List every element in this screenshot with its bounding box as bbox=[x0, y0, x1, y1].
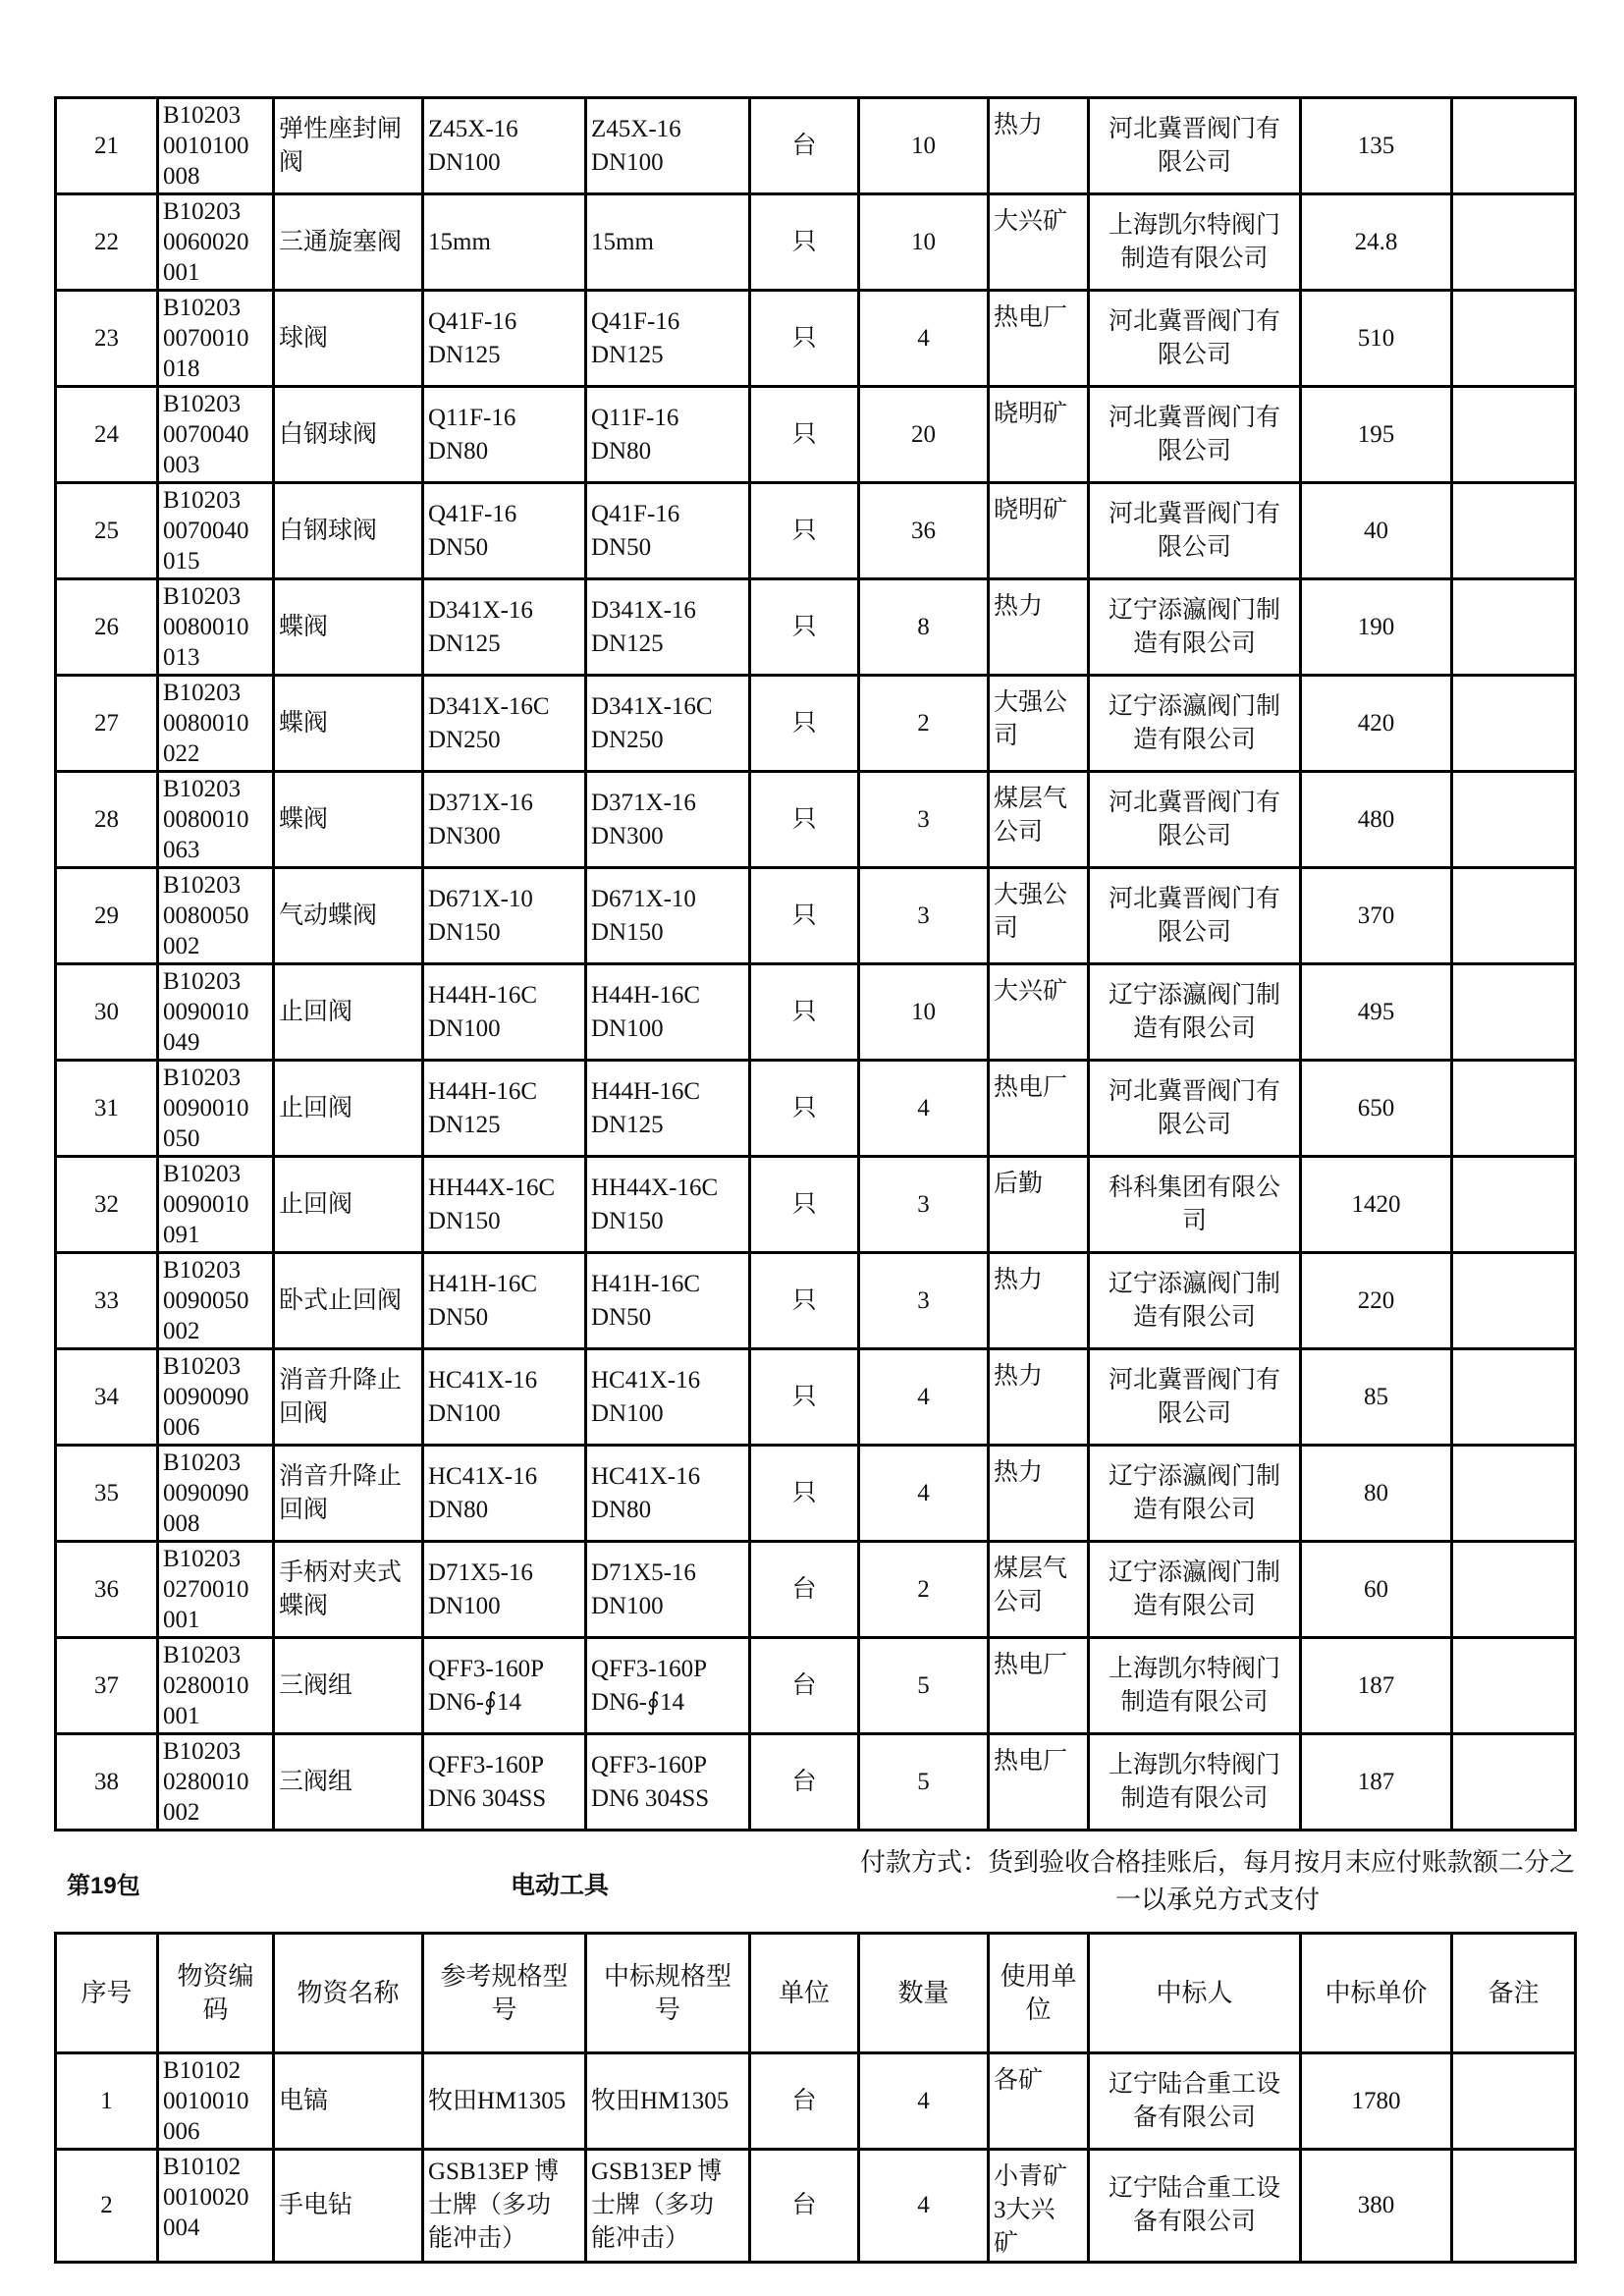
table-row bbox=[56, 2053, 1576, 2150]
code-cell bbox=[158, 772, 274, 868]
name-cell: 气动蝶阀 bbox=[274, 868, 423, 964]
code-cell bbox=[158, 1638, 274, 1734]
ref-spec-cell: Z45X-16 DN100 bbox=[423, 98, 586, 194]
valve-bid-table bbox=[54, 96, 1577, 1831]
table-row bbox=[56, 1349, 1576, 1446]
unit-cell: 只 bbox=[750, 1446, 859, 1542]
user-unit-cell: 晓明矿 bbox=[989, 483, 1089, 579]
ref-spec-cell: H44H-16C DN125 bbox=[423, 1061, 586, 1157]
code-text: B102030070040003 bbox=[163, 391, 249, 478]
ref-spec-cell: 牧田HM1305 bbox=[423, 2053, 586, 2150]
qty-cell: 4 bbox=[859, 1349, 989, 1446]
unit-cell: 台 bbox=[750, 1542, 859, 1638]
remark-cell bbox=[1452, 483, 1576, 579]
name-cell: 手电钻 bbox=[274, 2150, 423, 2263]
qty-cell: 10 bbox=[859, 98, 989, 194]
winner-cell: 辽宁陆合重工设 备有限公司 bbox=[1089, 2150, 1301, 2263]
unit-cell: 只 bbox=[750, 676, 859, 772]
bid-spec-cell: GSB13EP 博 士牌（多功 能冲击） bbox=[586, 2150, 750, 2263]
bid-spec-cell: Q11F-16 DN80 bbox=[586, 387, 750, 483]
table-row bbox=[56, 194, 1576, 291]
unit-cell: 只 bbox=[750, 868, 859, 964]
column-header: 序号 bbox=[56, 1934, 158, 2053]
winner-cell: 辽宁添瀛阀门制 造有限公司 bbox=[1089, 1253, 1301, 1349]
name-cell: 三阀组 bbox=[274, 1638, 423, 1734]
column-header: 中标人 bbox=[1089, 1934, 1301, 2053]
code-cell bbox=[158, 1542, 274, 1638]
remark-cell bbox=[1452, 676, 1576, 772]
name-cell: 电镐 bbox=[274, 2053, 423, 2150]
winner-cell: 河北冀晋阀门有 限公司 bbox=[1089, 1061, 1301, 1157]
user-unit-cell: 后勤 bbox=[989, 1157, 1089, 1253]
table-row bbox=[56, 483, 1576, 579]
bid-spec-cell: QFF3-160P DN6-∮14 bbox=[586, 1638, 750, 1734]
remark-cell bbox=[1452, 579, 1576, 676]
unit-cell: 只 bbox=[750, 579, 859, 676]
seq-cell: 36 bbox=[56, 1542, 158, 1638]
ref-spec-cell: QFF3-160P DN6-∮14 bbox=[423, 1638, 586, 1734]
price-cell: 187 bbox=[1301, 1734, 1452, 1831]
name-cell: 白钢球阀 bbox=[274, 483, 423, 579]
name-cell: 三阀组 bbox=[274, 1734, 423, 1831]
seq-cell: 25 bbox=[56, 483, 158, 579]
remark-cell bbox=[1452, 868, 1576, 964]
user-unit-cell: 热力 bbox=[989, 1253, 1089, 1349]
winner-cell: 辽宁添瀛阀门制 造有限公司 bbox=[1089, 1542, 1301, 1638]
code-text: B102030080010022 bbox=[163, 680, 249, 767]
winner-cell: 河北冀晋阀门有 限公司 bbox=[1089, 483, 1301, 579]
seq-cell: 31 bbox=[56, 1061, 158, 1157]
qty-cell: 4 bbox=[859, 2053, 989, 2150]
price-cell: 85 bbox=[1301, 1349, 1452, 1446]
column-header: 参考规格型 号 bbox=[423, 1934, 586, 2053]
ref-spec-cell: H41H-16C DN50 bbox=[423, 1253, 586, 1349]
price-cell: 60 bbox=[1301, 1542, 1452, 1638]
code-cell bbox=[158, 2150, 274, 2263]
ref-spec-cell: D341X-16 DN125 bbox=[423, 579, 586, 676]
package-number: 第19包 bbox=[67, 1873, 140, 1899]
unit-cell: 只 bbox=[750, 964, 859, 1061]
seq-cell: 30 bbox=[56, 964, 158, 1061]
seq-cell: 22 bbox=[56, 194, 158, 291]
seq-cell: 33 bbox=[56, 1253, 158, 1349]
table-row bbox=[56, 2150, 1576, 2263]
remark-cell bbox=[1452, 1446, 1576, 1542]
bid-spec-cell: D341X-16 DN125 bbox=[586, 579, 750, 676]
qty-cell: 20 bbox=[859, 387, 989, 483]
remark-cell bbox=[1452, 291, 1576, 387]
winner-cell: 河北冀晋阀门有 限公司 bbox=[1089, 387, 1301, 483]
remark-cell bbox=[1452, 1638, 1576, 1734]
ref-spec-cell: GSB13EP 博 士牌（多功 能冲击） bbox=[423, 2150, 586, 2263]
remark-cell bbox=[1452, 194, 1576, 291]
seq-cell: 28 bbox=[56, 772, 158, 868]
column-header: 数量 bbox=[859, 1934, 989, 2053]
name-cell: 消音升降止 回阀 bbox=[274, 1349, 423, 1446]
code-text: B102030080050002 bbox=[163, 872, 249, 959]
ref-spec-cell: D671X-10 DN150 bbox=[423, 868, 586, 964]
code-cell bbox=[158, 1446, 274, 1542]
user-unit-cell: 热电厂 bbox=[989, 1061, 1089, 1157]
winner-cell: 河北冀晋阀门有 限公司 bbox=[1089, 98, 1301, 194]
user-unit-cell: 热电厂 bbox=[989, 1734, 1089, 1831]
unit-cell: 只 bbox=[750, 1061, 859, 1157]
code-cell bbox=[158, 579, 274, 676]
remark-cell bbox=[1452, 1061, 1576, 1157]
qty-cell: 3 bbox=[859, 868, 989, 964]
name-cell: 球阀 bbox=[274, 291, 423, 387]
price-cell: 510 bbox=[1301, 291, 1452, 387]
bid-spec-cell: 15mm bbox=[586, 194, 750, 291]
price-cell: 480 bbox=[1301, 772, 1452, 868]
qty-cell: 3 bbox=[859, 1253, 989, 1349]
code-text: B102030280010001 bbox=[163, 1642, 249, 1729]
ref-spec-cell: HC41X-16 DN100 bbox=[423, 1349, 586, 1446]
bid-spec-cell: H44H-16C DN125 bbox=[586, 1061, 750, 1157]
code-cell bbox=[158, 1157, 274, 1253]
seq-cell: 34 bbox=[56, 1349, 158, 1446]
column-header: 使用单 位 bbox=[989, 1934, 1089, 2053]
table-row bbox=[56, 579, 1576, 676]
code-text: B102030070040015 bbox=[163, 487, 249, 574]
column-header: 中标单价 bbox=[1301, 1934, 1452, 2053]
code-text: B102030090010049 bbox=[163, 968, 249, 1056]
winner-cell: 河北冀晋阀门有 限公司 bbox=[1089, 868, 1301, 964]
remark-cell bbox=[1452, 772, 1576, 868]
winner-cell: 河北冀晋阀门有 限公司 bbox=[1089, 1349, 1301, 1446]
ref-spec-cell: Q41F-16 DN50 bbox=[423, 483, 586, 579]
user-unit-cell: 煤层气 公司 bbox=[989, 1542, 1089, 1638]
price-cell: 24.8 bbox=[1301, 194, 1452, 291]
qty-cell: 4 bbox=[859, 2150, 989, 2263]
name-cell: 蝶阀 bbox=[274, 579, 423, 676]
payment-terms: 付款方式：货到验收合格挂账后，每月按月末应付账款额二分之一以承兑方式支付 bbox=[859, 1848, 1575, 1914]
user-unit-cell: 热力 bbox=[989, 1349, 1089, 1446]
user-unit-cell: 小青矿 3大兴 矿 bbox=[989, 2150, 1089, 2263]
seq-cell: 38 bbox=[56, 1734, 158, 1831]
table-row bbox=[56, 868, 1576, 964]
code-text: B102030090010050 bbox=[163, 1065, 249, 1152]
seq-cell: 29 bbox=[56, 868, 158, 964]
code-text: B102030270010001 bbox=[163, 1546, 249, 1633]
winner-cell: 辽宁添瀛阀门制 造有限公司 bbox=[1089, 676, 1301, 772]
user-unit-cell: 大强公 司 bbox=[989, 868, 1089, 964]
unit-cell: 只 bbox=[750, 194, 859, 291]
bid-spec-cell: H41H-16C DN50 bbox=[586, 1253, 750, 1349]
winner-cell: 河北冀晋阀门有 限公司 bbox=[1089, 772, 1301, 868]
seq-cell: 26 bbox=[56, 579, 158, 676]
seq-cell: 23 bbox=[56, 291, 158, 387]
bid-spec-cell: D341X-16C DN250 bbox=[586, 676, 750, 772]
user-unit-cell: 各矿 bbox=[989, 2053, 1089, 2150]
code-cell bbox=[158, 1253, 274, 1349]
bid-spec-cell: Q41F-16 DN50 bbox=[586, 483, 750, 579]
bid-spec-cell: Q41F-16 DN125 bbox=[586, 291, 750, 387]
ref-spec-cell: HH44X-16C DN150 bbox=[423, 1157, 586, 1253]
column-header: 中标规格型 号 bbox=[586, 1934, 750, 2053]
code-cell bbox=[158, 1349, 274, 1446]
unit-cell: 只 bbox=[750, 772, 859, 868]
remark-cell bbox=[1452, 387, 1576, 483]
qty-cell: 2 bbox=[859, 676, 989, 772]
unit-cell: 只 bbox=[750, 483, 859, 579]
user-unit-cell: 大兴矿 bbox=[989, 964, 1089, 1061]
code-text: B102030010100008 bbox=[163, 102, 249, 190]
ref-spec-cell: Q11F-16 DN80 bbox=[423, 387, 586, 483]
table-row bbox=[56, 1638, 1576, 1734]
seq-cell: 1 bbox=[56, 2053, 158, 2150]
user-unit-cell: 热力 bbox=[989, 1446, 1089, 1542]
ref-spec-cell: D341X-16C DN250 bbox=[423, 676, 586, 772]
price-cell: 1780 bbox=[1301, 2053, 1452, 2150]
table-row bbox=[56, 676, 1576, 772]
column-header: 物资编 码 bbox=[158, 1934, 274, 2053]
remark-cell bbox=[1452, 2053, 1576, 2150]
price-cell: 195 bbox=[1301, 387, 1452, 483]
code-cell bbox=[158, 291, 274, 387]
bid-spec-cell: QFF3-160P DN6 304SS bbox=[586, 1734, 750, 1831]
price-cell: 135 bbox=[1301, 98, 1452, 194]
ref-spec-cell: HC41X-16 DN80 bbox=[423, 1446, 586, 1542]
header-row bbox=[56, 1934, 1576, 2053]
seq-cell: 37 bbox=[56, 1638, 158, 1734]
winner-cell: 上海凯尔特阀门 制造有限公司 bbox=[1089, 1734, 1301, 1831]
ref-spec-cell: H44H-16C DN100 bbox=[423, 964, 586, 1061]
code-text: B102030090010091 bbox=[163, 1161, 249, 1248]
column-header: 单位 bbox=[750, 1934, 859, 2053]
user-unit-cell: 大兴矿 bbox=[989, 194, 1089, 291]
user-unit-cell: 大强公 司 bbox=[989, 676, 1089, 772]
seq-cell: 27 bbox=[56, 676, 158, 772]
code-cell bbox=[158, 98, 274, 194]
unit-cell: 只 bbox=[750, 1349, 859, 1446]
table-row bbox=[56, 1253, 1576, 1349]
seq-cell: 2 bbox=[56, 2150, 158, 2263]
remark-cell bbox=[1452, 964, 1576, 1061]
user-unit-cell: 热电厂 bbox=[989, 1638, 1089, 1734]
code-cell bbox=[158, 483, 274, 579]
code-cell bbox=[158, 1734, 274, 1831]
bid-spec-cell: H44H-16C DN100 bbox=[586, 964, 750, 1061]
ref-spec-cell: QFF3-160P DN6 304SS bbox=[423, 1734, 586, 1831]
winner-cell: 辽宁添瀛阀门制 造有限公司 bbox=[1089, 1446, 1301, 1542]
name-cell: 消音升降止 回阀 bbox=[274, 1446, 423, 1542]
table-row bbox=[56, 1446, 1576, 1542]
ref-spec-cell: 15mm bbox=[423, 194, 586, 291]
ref-spec-cell: D371X-16 DN300 bbox=[423, 772, 586, 868]
unit-cell: 台 bbox=[750, 1734, 859, 1831]
price-cell: 40 bbox=[1301, 483, 1452, 579]
bid-spec-cell: HH44X-16C DN150 bbox=[586, 1157, 750, 1253]
winner-cell: 上海凯尔特阀门 制造有限公司 bbox=[1089, 1638, 1301, 1734]
name-cell: 卧式止回阀 bbox=[274, 1253, 423, 1349]
table-row bbox=[56, 1734, 1576, 1831]
winner-cell: 辽宁陆合重工设 备有限公司 bbox=[1089, 2053, 1301, 2150]
code-text: B102030090050002 bbox=[163, 1257, 249, 1344]
bid-spec-cell: D371X-16 DN300 bbox=[586, 772, 750, 868]
user-unit-cell: 热力 bbox=[989, 98, 1089, 194]
unit-cell: 台 bbox=[750, 98, 859, 194]
name-cell: 蝶阀 bbox=[274, 772, 423, 868]
name-cell: 三通旋塞阀 bbox=[274, 194, 423, 291]
user-unit-cell: 热力 bbox=[989, 579, 1089, 676]
qty-cell: 5 bbox=[859, 1638, 989, 1734]
price-cell: 190 bbox=[1301, 579, 1452, 676]
unit-cell: 台 bbox=[750, 2150, 859, 2263]
price-cell: 220 bbox=[1301, 1253, 1452, 1349]
qty-cell: 3 bbox=[859, 772, 989, 868]
price-cell: 650 bbox=[1301, 1061, 1452, 1157]
code-text: B102030090090008 bbox=[163, 1449, 249, 1537]
remark-cell bbox=[1452, 1542, 1576, 1638]
package-title: 电动工具 bbox=[511, 1872, 610, 1899]
qty-cell: 8 bbox=[859, 579, 989, 676]
qty-cell: 2 bbox=[859, 1542, 989, 1638]
winner-cell: 辽宁添瀛阀门制 造有限公司 bbox=[1089, 579, 1301, 676]
code-text: B102030280010002 bbox=[163, 1738, 249, 1826]
winner-cell: 辽宁添瀛阀门制 造有限公司 bbox=[1089, 964, 1301, 1061]
code-cell bbox=[158, 2053, 274, 2150]
code-text: B102030080010013 bbox=[163, 583, 249, 671]
code-cell bbox=[158, 1061, 274, 1157]
code-cell bbox=[158, 964, 274, 1061]
column-header: 备注 bbox=[1452, 1934, 1576, 2053]
bid-spec-cell: HC41X-16 DN80 bbox=[586, 1446, 750, 1542]
name-cell: 弹性座封闸阀 bbox=[274, 98, 423, 194]
code-text: B102030060020001 bbox=[163, 198, 249, 286]
user-unit-cell: 热电厂 bbox=[989, 291, 1089, 387]
price-cell: 380 bbox=[1301, 2150, 1452, 2263]
remark-cell bbox=[1452, 2150, 1576, 2263]
seq-cell: 21 bbox=[56, 98, 158, 194]
remark-cell bbox=[1452, 1349, 1576, 1446]
user-unit-cell: 晓明矿 bbox=[989, 387, 1089, 483]
remark-cell bbox=[1452, 1157, 1576, 1253]
unit-cell: 台 bbox=[750, 1638, 859, 1734]
qty-cell: 36 bbox=[859, 483, 989, 579]
price-cell: 420 bbox=[1301, 676, 1452, 772]
table-row bbox=[56, 291, 1576, 387]
qty-cell: 10 bbox=[859, 964, 989, 1061]
qty-cell: 10 bbox=[859, 194, 989, 291]
code-text: B101020010020004 bbox=[163, 2154, 249, 2241]
table-row bbox=[56, 1157, 1576, 1253]
price-cell: 187 bbox=[1301, 1638, 1452, 1734]
ref-spec-cell: Q41F-16 DN125 bbox=[423, 291, 586, 387]
table-row bbox=[56, 98, 1576, 194]
code-text: B102030080010063 bbox=[163, 776, 249, 863]
code-cell bbox=[158, 868, 274, 964]
price-cell: 80 bbox=[1301, 1446, 1452, 1542]
table-row bbox=[56, 1542, 1576, 1638]
seq-cell: 24 bbox=[56, 387, 158, 483]
bid-spec-cell: HC41X-16 DN100 bbox=[586, 1349, 750, 1446]
name-cell: 白钢球阀 bbox=[274, 387, 423, 483]
winner-cell: 河北冀晋阀门有 限公司 bbox=[1089, 291, 1301, 387]
bid-spec-cell: D71X5-16 DN100 bbox=[586, 1542, 750, 1638]
seq-cell: 32 bbox=[56, 1157, 158, 1253]
unit-cell: 只 bbox=[750, 1253, 859, 1349]
code-text: B102030090090006 bbox=[163, 1353, 249, 1441]
table-row bbox=[56, 772, 1576, 868]
unit-cell: 只 bbox=[750, 387, 859, 483]
unit-cell: 只 bbox=[750, 291, 859, 387]
name-cell: 止回阀 bbox=[274, 1061, 423, 1157]
table-row bbox=[56, 387, 1576, 483]
table-row bbox=[56, 1061, 1576, 1157]
code-text: B101020010010006 bbox=[163, 2057, 249, 2145]
user-unit-cell: 煤层气 公司 bbox=[989, 772, 1089, 868]
power-tools-bid-table bbox=[54, 1932, 1577, 2264]
name-cell: 蝶阀 bbox=[274, 676, 423, 772]
remark-cell bbox=[1452, 1253, 1576, 1349]
bid-spec-cell: 牧田HM1305 bbox=[586, 2053, 750, 2150]
remark-cell bbox=[1452, 98, 1576, 194]
qty-cell: 4 bbox=[859, 1446, 989, 1542]
qty-cell: 5 bbox=[859, 1734, 989, 1831]
qty-cell: 4 bbox=[859, 291, 989, 387]
ref-spec-cell: D71X5-16 DN100 bbox=[423, 1542, 586, 1638]
table-row bbox=[56, 964, 1576, 1061]
column-header: 物资名称 bbox=[274, 1934, 423, 2053]
code-cell bbox=[158, 194, 274, 291]
seq-cell: 35 bbox=[56, 1446, 158, 1542]
qty-cell: 3 bbox=[859, 1157, 989, 1253]
code-cell bbox=[158, 387, 274, 483]
price-cell: 495 bbox=[1301, 964, 1452, 1061]
code-cell bbox=[158, 676, 274, 772]
winner-cell: 科科集团有限公 司 bbox=[1089, 1157, 1301, 1253]
name-cell: 止回阀 bbox=[274, 1157, 423, 1253]
remark-cell bbox=[1452, 1734, 1576, 1831]
unit-cell: 只 bbox=[750, 1157, 859, 1253]
code-text: B102030070010018 bbox=[163, 295, 249, 382]
winner-cell: 上海凯尔特阀门 制造有限公司 bbox=[1089, 194, 1301, 291]
price-cell: 1420 bbox=[1301, 1157, 1452, 1253]
unit-cell: 台 bbox=[750, 2053, 859, 2150]
name-cell: 止回阀 bbox=[274, 964, 423, 1061]
bid-spec-cell: D671X-10 DN150 bbox=[586, 868, 750, 964]
qty-cell: 4 bbox=[859, 1061, 989, 1157]
bid-spec-cell: Z45X-16 DN100 bbox=[586, 98, 750, 194]
name-cell: 手柄对夹式 蝶阀 bbox=[274, 1542, 423, 1638]
price-cell: 370 bbox=[1301, 868, 1452, 964]
